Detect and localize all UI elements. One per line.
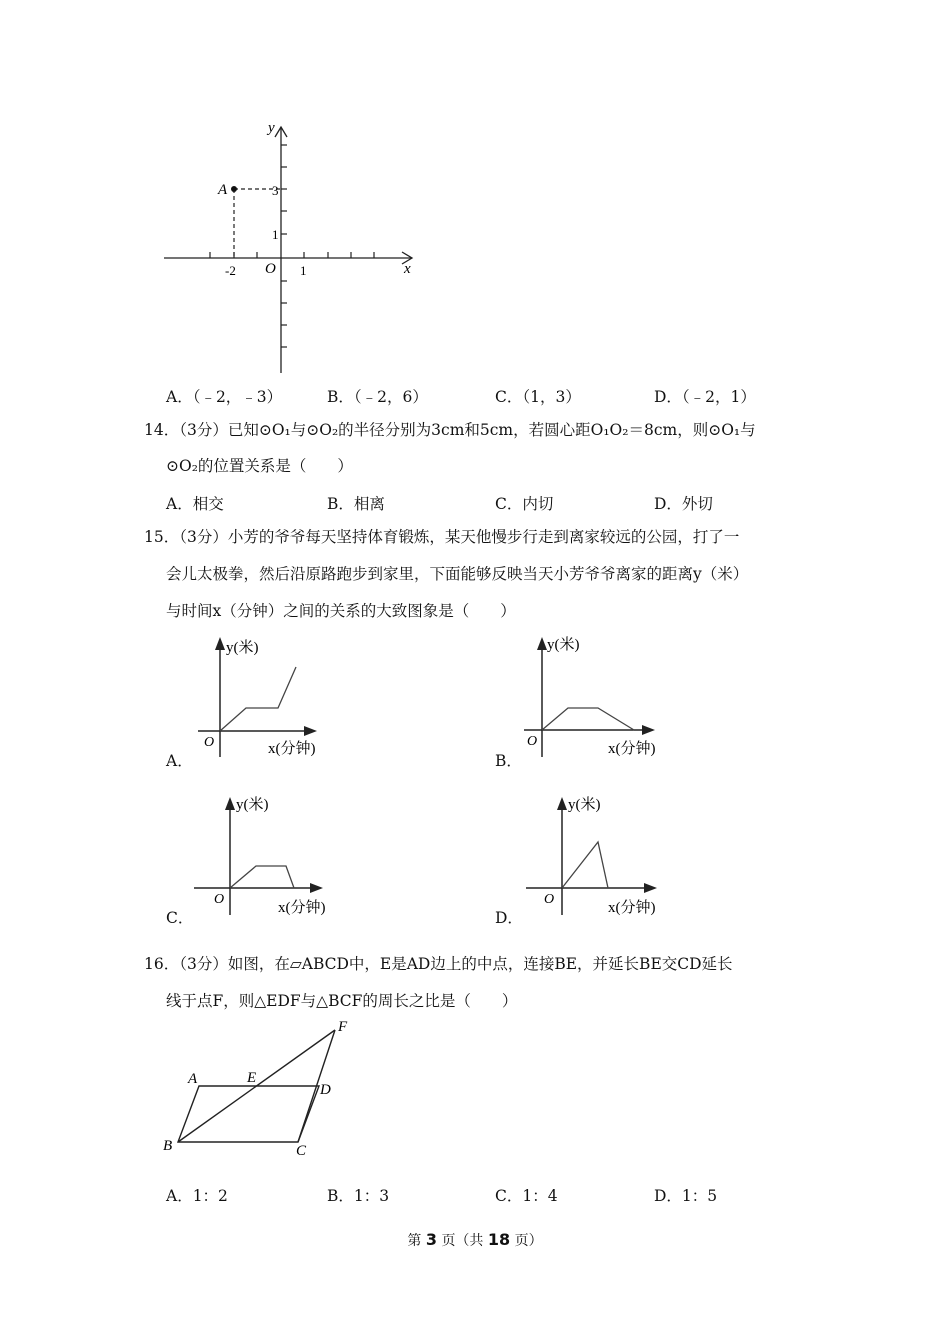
q14-stem-line1: 14．（3分）已知⊙O₁与⊙O₂的半径分别为3cm和5cm，若圆心距O₁O₂＝8cm，则⊙O₁与 (144, 421, 756, 439)
q15-graph-d-y-label: y(米) (568, 797, 601, 813)
q15-graph-d-origin: O (544, 892, 555, 907)
q15-option-b-label[interactable]: B． (495, 752, 522, 770)
q15-graph-b[interactable] (520, 632, 670, 767)
footer-post: 页） (514, 1233, 543, 1249)
q15-graph-d[interactable] (520, 790, 670, 925)
q16-label-c: C (296, 1143, 307, 1159)
q15-stem-line1: 15．（3分）小芳的爷爷每天坚持体育锻炼，某天他慢步行走到离家较远的公园，打了一 (144, 528, 740, 546)
q15-graph-b-y-label: y(米) (547, 637, 580, 653)
q13-option-c[interactable]: C．（1，3） (495, 388, 581, 406)
footer-pre: 第 (407, 1233, 422, 1249)
q15-graph-c-origin: O (214, 892, 225, 907)
q15-graph-c[interactable] (190, 790, 340, 925)
q15-graph-c-y-label: y(米) (236, 797, 269, 813)
footer-mid: 页（共 (441, 1233, 484, 1249)
q15-graph-a-origin: O (204, 735, 215, 750)
q15-stem-line3: 与时间x（分钟）之间的关系的大致图象是（ ） (166, 602, 516, 620)
q16-label-a: A (188, 1071, 198, 1087)
page-footer (0, 1230, 950, 1250)
q13-option-b[interactable]: B．（﹣2，6） (327, 388, 428, 406)
q16-option-b[interactable]: B．1：3 (327, 1187, 390, 1205)
q16-label-e: E (247, 1070, 257, 1086)
q13-option-d[interactable]: D．（﹣2，1） (654, 388, 756, 406)
q13-tick-y1: 1 (272, 227, 279, 242)
point-a-dot (231, 186, 237, 192)
q14-option-c[interactable]: C．内切 (495, 495, 554, 513)
q15-stem-line2: 会儿太极拳，然后沿原路跑步到家里，下面能够反映当天小芳爷爷离家的距离y（米） (166, 565, 749, 583)
q16-label-b: B (163, 1138, 173, 1154)
q14-option-d[interactable]: D．外切 (654, 495, 713, 513)
q16-label-f: F (338, 1019, 348, 1035)
q16-parallelogram-figure (155, 1015, 365, 1160)
q13-y-axis-label: y (268, 120, 275, 136)
q16-stem-line2: 线于点F，则△EDF与△BCF的周长之比是（ ） (166, 992, 518, 1010)
q14-stem-line2: ⊙O₂的位置关系是（ ） (166, 457, 353, 475)
q13-x-axis-label: x (404, 261, 411, 277)
q15-graph-a[interactable] (190, 632, 340, 767)
q15-graph-b-x-label: x(分钟) (608, 741, 656, 757)
footer-page-number: 3 (425, 1230, 437, 1249)
q15-graph-b-origin: O (527, 734, 538, 749)
q15-option-c-label[interactable]: C． (166, 909, 194, 927)
q15-graph-d-x-label: x(分钟) (608, 900, 656, 916)
q15-graph-a-y-label: y(米) (226, 640, 259, 656)
footer-total-pages: 18 (487, 1230, 511, 1249)
q13-option-a[interactable]: A．（﹣2，﹣3） (166, 388, 283, 406)
q13-tick-xm2: -2 (225, 263, 236, 278)
q14-option-a[interactable]: A．相交 (166, 495, 224, 513)
q13-tick-x1: 1 (300, 263, 307, 278)
q14-option-b[interactable]: B．相离 (327, 495, 385, 513)
q15-option-d-label[interactable]: D． (495, 909, 523, 927)
q13-point-a-label: A (218, 182, 228, 198)
q16-stem-line1: 16．（3分）如图，在▱ABCD中，E是AD边上的中点，连接BE，并延长BE交CD延长 (144, 955, 733, 973)
q15-graph-a-x-label: x(分钟) (268, 741, 316, 757)
q13-origin-label: O (265, 261, 276, 277)
q13-coordinate-figure (150, 115, 430, 380)
q15-option-a-label[interactable]: A． (166, 752, 193, 770)
q13-tick-y3: 3 (272, 183, 279, 198)
q16-label-d: D (320, 1082, 331, 1098)
q16-option-c[interactable]: C．1：4 (495, 1187, 558, 1205)
q16-option-a[interactable]: A．1：2 (166, 1187, 228, 1205)
q16-option-d[interactable]: D．1：5 (654, 1187, 718, 1205)
q15-graph-c-x-label: x(分钟) (278, 900, 326, 916)
